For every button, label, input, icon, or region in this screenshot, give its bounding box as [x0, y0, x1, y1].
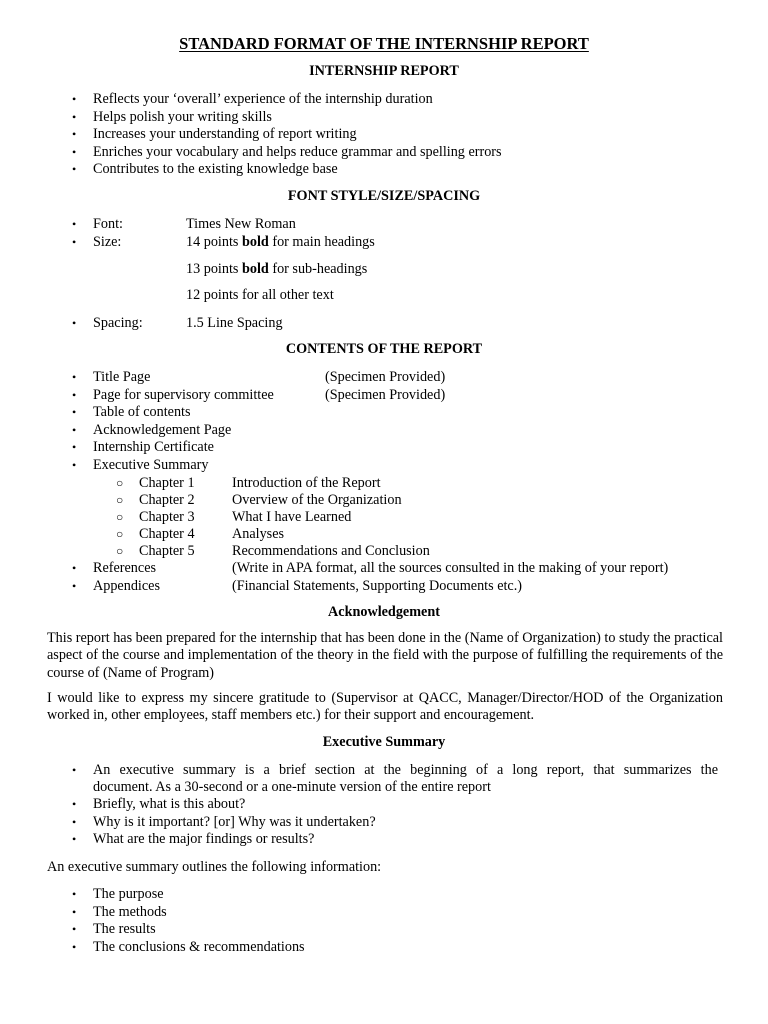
bullet-icon: • [72, 316, 77, 330]
bullet-icon: • [72, 217, 77, 231]
list-item: • Table of contents [72, 404, 191, 421]
chapters-list [116, 475, 716, 559]
bullet-icon: • [72, 922, 77, 937]
list-item: • Helps polish your writing skills [72, 108, 272, 125]
bullet-icon: • [72, 763, 77, 777]
document-title: STANDARD FORMAT OF THE INTERNSHIP REPORT [179, 34, 589, 53]
bullet-icon: • [72, 939, 77, 954]
list-item: ○ Chapter 5 Recommendations and Conclusion [116, 542, 430, 559]
bullet-icon: • [72, 814, 77, 829]
executive-summary-outline-list [70, 886, 730, 956]
acknowledgement-paragraph-2: I would like to express my sincere gratitude to (Supervisor at QACC, Manager/Director/HOD of the Organization worked in, other employees, staff members etc.) for their support and encouragement. [47, 690, 723, 724]
list-item: • Appendices (Financial Statements, Supporting Documents etc.) [72, 577, 522, 594]
list-item: • Page for supervisory committee (Specimen Provided) [72, 386, 446, 403]
circle-bullet-icon: ○ [116, 492, 124, 507]
spacing-label: Spacing: [93, 315, 143, 331]
list-item: • Contributes to the existing knowledge base [72, 161, 338, 178]
bullet-icon: • [72, 578, 77, 593]
list-item: • The conclusions & recommendations [72, 938, 305, 955]
list-item: • References (Write in APA format, all the sources consulted in the making of your report) [72, 560, 669, 576]
list-item: • Enriches your vocabulary and helps reduce grammar and spelling errors [72, 143, 502, 160]
bullet-icon: • [72, 162, 77, 177]
bullet-icon: • [72, 561, 77, 575]
bullet-icon: • [72, 387, 77, 402]
size-label: Size: [93, 234, 122, 250]
executive-summary-definition-line2: document. As a 30-second or a one-minute version of the entire report [93, 779, 491, 795]
bullet-icon: • [72, 127, 77, 142]
size-sub-headings: 13 points bold for sub-headings [186, 261, 368, 277]
acknowledgement-paragraph-1: This report has been prepared for the internship that has been done in the (Name of Organization) to study the practical aspect of the course and implementation of the theory in the field with the purpose of fulfilling the requirements of the course of (Name of Program) [47, 630, 723, 681]
bullet-icon: • [72, 904, 77, 919]
size-main-headings: 14 points bold for main headings [186, 234, 375, 250]
executive-summary-questions [70, 796, 730, 849]
list-item: • Internship Certificate [72, 439, 214, 456]
circle-bullet-icon: ○ [116, 543, 124, 558]
list-item: • Reflects your ‘overall’ experience of the internship duration [72, 91, 433, 107]
spacing-value: 1.5 Line Spacing [186, 315, 283, 331]
bullet-icon: • [72, 422, 77, 437]
list-item: • Why is it important? [or] Why was it undertaken? [72, 813, 376, 830]
internship-report-list [70, 91, 730, 179]
section-heading-contents: CONTENTS OF THE REPORT [285, 341, 483, 357]
section-heading-executive-summary: Executive Summary [322, 734, 446, 750]
list-item: • Increases your understanding of report writing [72, 126, 357, 143]
bullet-icon: • [72, 92, 77, 106]
section-heading-acknowledgement: Acknowledgement [328, 604, 440, 620]
circle-bullet-icon: ○ [116, 526, 124, 541]
list-item: ○ Chapter 4 Analyses [116, 525, 285, 542]
list-item: • The purpose [72, 886, 164, 902]
section-heading-font-style: FONT STYLE/SIZE/SPACING [287, 188, 481, 204]
list-item: ○ Chapter 3 What I have Learned [116, 508, 352, 525]
section-heading-internship-report: INTERNSHIP REPORT [309, 63, 459, 79]
list-item: • Title Page (Specimen Provided) [72, 369, 446, 385]
list-item: ○ Chapter 1 Introduction of the Report [116, 475, 381, 491]
list-item: • The results [72, 921, 156, 938]
bullet-icon: • [72, 797, 77, 811]
bullet-icon: • [72, 109, 77, 124]
list-item: • Acknowledgement Page [72, 421, 232, 438]
list-item: ○ Chapter 2 Overview of the Organization [116, 491, 402, 508]
executive-summary-outline-intro: An executive summary outlines the following information: [47, 859, 382, 875]
contents-tail-list [70, 560, 730, 595]
list-item: • The methods [72, 903, 167, 920]
executive-summary-definition-line1: An executive summary is a brief section at the beginning of a long report, that summarizes the [93, 762, 718, 778]
circle-bullet-icon: ○ [116, 476, 124, 490]
contents-list [70, 369, 730, 475]
bullet-icon: • [72, 832, 77, 847]
bullet-icon: • [72, 457, 77, 472]
list-item: • Briefly, what is this about? [72, 796, 246, 812]
font-label: Font: [93, 216, 123, 232]
circle-bullet-icon: ○ [116, 509, 124, 524]
bullet-icon: • [72, 370, 77, 384]
bullet-icon: • [72, 405, 77, 420]
font-value: Times New Roman [186, 216, 296, 232]
list-item: • Executive Summary [72, 456, 209, 473]
bullet-icon: • [72, 235, 77, 249]
bullet-icon: • [72, 887, 77, 901]
bullet-icon: • [72, 440, 77, 455]
size-other-text: 12 points for all other text [186, 287, 334, 303]
list-item: • What are the major findings or results? [72, 831, 315, 848]
bullet-icon: • [72, 144, 77, 159]
